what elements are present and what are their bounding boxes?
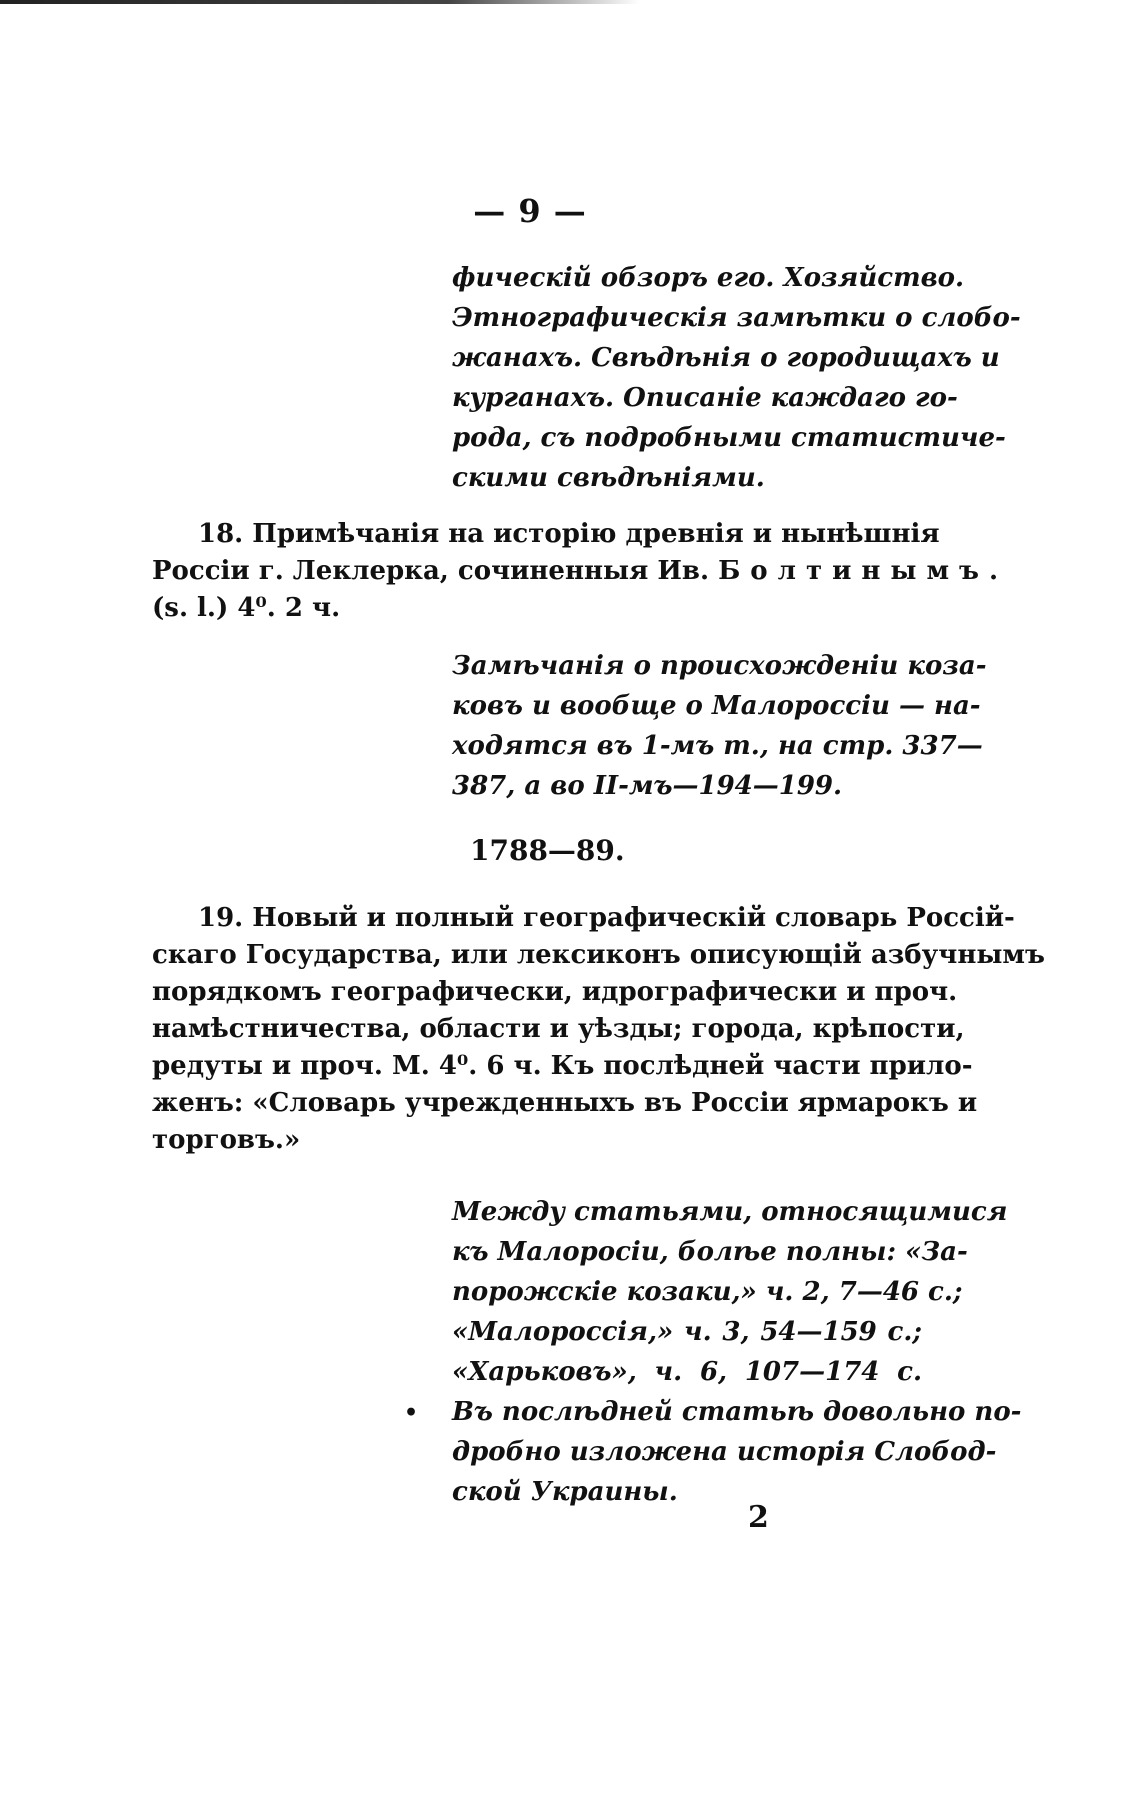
entry-19-line: редуты и проч. М. 4⁰. 6 ч. Къ послѣдней части прило- — [152, 1051, 973, 1081]
entry-19 — [152, 900, 1045, 1159]
entry-19-line: порядкомъ географически, идрографически и проч. — [152, 977, 958, 1007]
note-19-line: Между статьями, относящимися — [452, 1197, 1008, 1227]
note-top-line: фическій обзоръ его. Хозяйство. — [452, 263, 965, 293]
ink-bullet-mark: • — [404, 1400, 419, 1426]
note-19-line: порожскіе козаки,» ч. 2, 7—46 с.; — [452, 1277, 963, 1307]
entry-18-line: 18. Примѣчанія на исторію древнія и нынѣшнія — [198, 519, 940, 549]
page-number: — 9 — — [473, 192, 587, 230]
note-top-line: рода, съ подробными статистиче- — [452, 423, 1006, 453]
note-19 — [452, 1192, 1022, 1512]
note-top — [452, 258, 1021, 498]
note-top-line: Этнографическія замѣтки о слобо- — [452, 303, 1021, 333]
note-top-line: курганахъ. Описаніе каждаго го- — [452, 383, 958, 413]
entry-18 — [152, 516, 1009, 627]
note-top-line: скими свѣдѣніями. — [452, 463, 765, 493]
note-top-line: жанахъ. Свѣдѣнія о городищахъ и — [452, 343, 1000, 373]
note-19-line: «Малороссія,» ч. 3, 54—159 с.; — [452, 1317, 922, 1347]
note-19-line: «Харьковъ», ч. 6, 107—174 с. — [452, 1357, 922, 1387]
entry-19-line: намѣстничества, области и уѣзды; города, крѣпости, — [152, 1014, 965, 1044]
note-18-line: Замѣчанія о происхожденіи коза- — [452, 651, 987, 681]
note-18 — [452, 646, 987, 806]
note-19-line: дробно изложена исторія Слобод- — [452, 1437, 997, 1467]
entry-18-author: Болтинымъ. — [718, 556, 1009, 586]
note-18-line: ковъ и вообще о Малороссіи — на- — [452, 691, 981, 721]
year-heading: 1788—89. — [470, 834, 625, 867]
note-19-line: Въ послѣдней статьѣ довольно по- — [452, 1397, 1022, 1427]
entry-19-line: торговъ.» — [152, 1125, 301, 1155]
entry-18-line — [152, 553, 1009, 590]
entry-19-line: женъ: «Словарь учрежденныхъ въ Россіи ярмарокъ и — [152, 1088, 978, 1118]
note-19-line: ской Украины. — [452, 1477, 678, 1507]
note-19-line: къ Малоросіи, болѣе полны: «За- — [452, 1237, 968, 1267]
top-edge-rule — [0, 0, 640, 4]
entry-18-line: (s. l.) 4⁰. 2 ч. — [152, 593, 341, 623]
entry-19-line: скаго Государства, или лексиконъ описующій азбучнымъ — [152, 940, 1045, 970]
note-18-line: ходятся въ 1-мъ т., на стр. 337— — [452, 731, 983, 761]
signature-mark: 2 — [748, 1500, 769, 1535]
entry-19-line: 19. Новый и полный географическій словарь Россій- — [198, 903, 1015, 933]
note-18-line: 387, а во II-мъ—194—199. — [452, 771, 843, 801]
entry-18-title-end: Россіи г. Леклерка, сочиненныя Ив. — [152, 556, 719, 586]
